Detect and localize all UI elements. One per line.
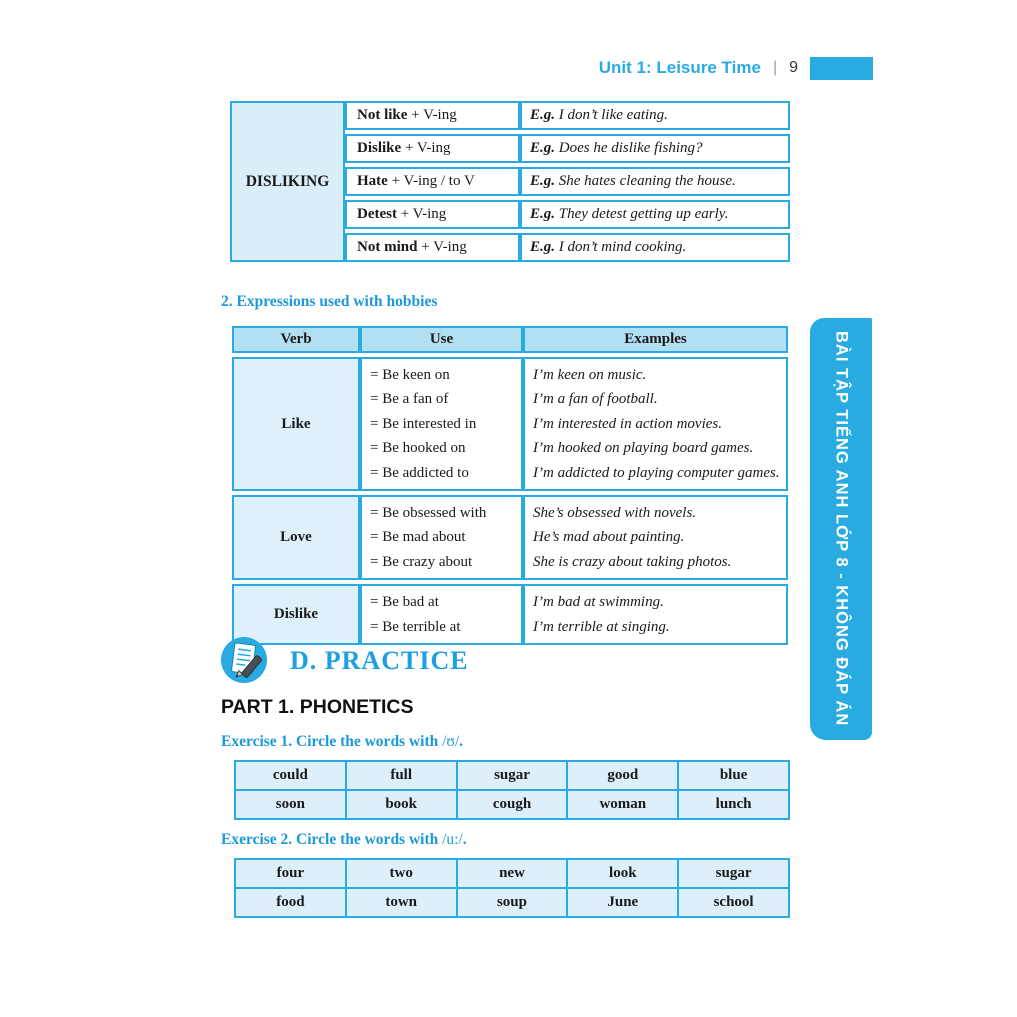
table-row — [235, 761, 789, 790]
word-cell: sugar — [678, 859, 789, 888]
word-cell: soon — [235, 790, 346, 819]
section2-heading: 2. Expressions used with hobbies — [221, 293, 438, 310]
header-divider: | — [772, 59, 778, 76]
word-cell: full — [346, 761, 457, 790]
table-row — [232, 357, 788, 491]
phoneme-symbol: /u:/ — [438, 831, 463, 848]
book-series-side-tab — [810, 318, 872, 740]
use-cell: = Be keen on = Be a fan of = Be interested in = Be hooked on = Be addicted to — [360, 357, 523, 491]
pattern-cell: Detest + V-ing — [345, 200, 520, 229]
word-cell: four — [235, 859, 346, 888]
example-cell: E.g. I don’t like eating. — [520, 101, 790, 130]
pattern-cell: Not mind + V-ing — [345, 233, 520, 262]
example-cell: E.g. They detest getting up early. — [520, 200, 790, 229]
verb-cell: Dislike — [232, 584, 360, 645]
word-cell: soup — [457, 888, 568, 917]
word-cell: school — [678, 888, 789, 917]
col-header-use: Use — [360, 326, 523, 353]
word-cell: good — [567, 761, 678, 790]
page-header — [0, 55, 873, 81]
word-cell: June — [567, 888, 678, 917]
word-cell: could — [235, 761, 346, 790]
col-header-verb: Verb — [232, 326, 360, 353]
verb-cell: Like — [232, 357, 360, 491]
practice-title: D. PRACTICE — [290, 646, 469, 675]
exercise2-heading: Exercise 2. Circle the words with /u:/. — [221, 831, 467, 848]
table-row — [235, 790, 789, 819]
table-row — [235, 888, 789, 917]
word-cell: town — [346, 888, 457, 917]
word-cell: new — [457, 859, 568, 888]
disliking-label-cell: DISLIKING — [230, 101, 345, 262]
word-cell: book — [346, 790, 457, 819]
table-header-row — [232, 326, 788, 353]
example-cell: E.g. I don’t mind cooking. — [520, 233, 790, 262]
word-cell: cough — [457, 790, 568, 819]
word-cell: lunch — [678, 790, 789, 819]
verb-cell: Love — [232, 495, 360, 580]
phoneme-symbol: /ʊ/ — [438, 733, 460, 750]
exercise1-table — [234, 760, 790, 820]
pattern-cell: Not like + V-ing — [345, 101, 520, 130]
word-cell: sugar — [457, 761, 568, 790]
practice-heading — [218, 635, 469, 687]
table-row — [230, 101, 790, 130]
unit-title: Unit 1: Leisure Time — [598, 58, 761, 77]
table-row — [235, 859, 789, 888]
exercise1-heading: Exercise 1. Circle the words with /ʊ/. — [221, 733, 464, 750]
pattern-cell: Dislike + V-ing — [345, 134, 520, 163]
word-cell: food — [235, 888, 346, 917]
table-row — [232, 495, 788, 580]
examples-cell: I’m keen on music. I’m a fan of football. I’m interested in action movies. I’m hooked on playing board games. I’m addicted to playing computer games. — [523, 357, 788, 491]
example-cell: E.g. She hates cleaning the house. — [520, 167, 790, 196]
word-cell: two — [346, 859, 457, 888]
use-cell: = Be bad at = Be terrible at — [360, 584, 523, 645]
part1-heading: PART 1. PHONETICS — [221, 696, 414, 718]
practice-pencil-icon — [218, 635, 270, 687]
header-accent-box — [810, 57, 873, 80]
word-cell: woman — [567, 790, 678, 819]
example-cell: E.g. Does he dislike fishing? — [520, 134, 790, 163]
use-cell: = Be obsessed with = Be mad about = Be crazy about — [360, 495, 523, 580]
page-number: 9 — [789, 59, 798, 76]
disliking-table — [230, 97, 790, 266]
col-header-examples: Examples — [523, 326, 788, 353]
examples-cell: She’s obsessed with novels. He’s mad about painting. She is crazy about taking photos. — [523, 495, 788, 580]
word-cell: blue — [678, 761, 789, 790]
examples-cell: I’m bad at swimming. I’m terrible at singing. — [523, 584, 788, 645]
word-cell: look — [567, 859, 678, 888]
side-tab-label: BÀI TẬP TIẾNG ANH LỚP 8 - KHÔNG ĐÁP ÁN — [832, 331, 851, 727]
pattern-cell: Hate + V-ing / to V — [345, 167, 520, 196]
exercise2-table — [234, 858, 790, 918]
hobbies-table — [232, 322, 788, 649]
